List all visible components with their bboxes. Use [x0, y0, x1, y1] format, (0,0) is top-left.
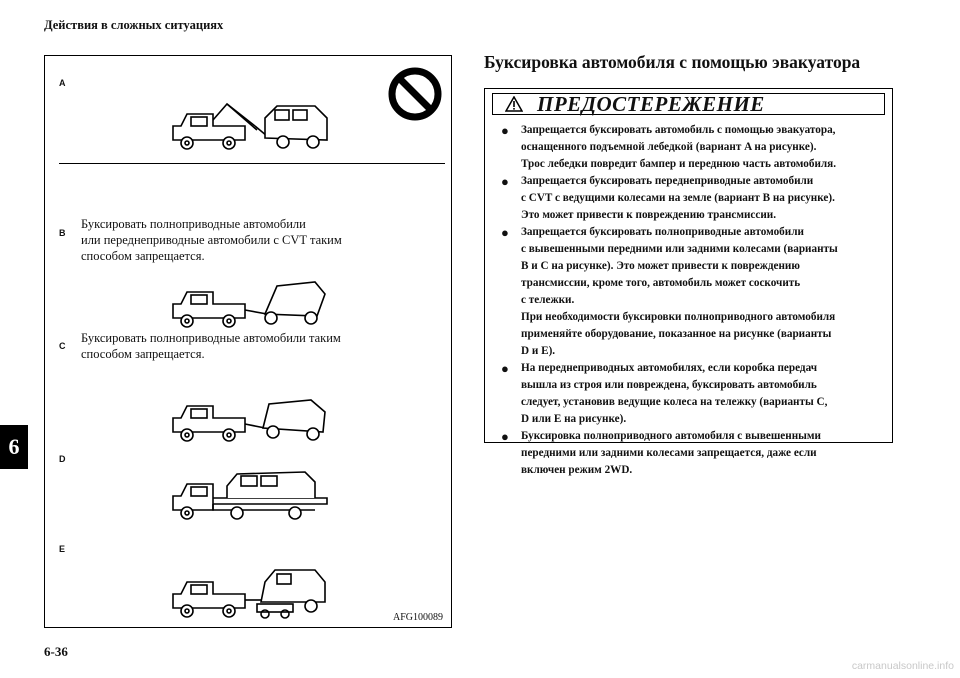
variant-letter-c: C [59, 341, 66, 351]
list-item: ● Буксировка полноприводного автомобиля с вывешенными передними или задними колесами запрещается, даже если включен режим 2WD. [501, 428, 883, 479]
list-item: ● Запрещается буксировать полноприводные автомобили с вывешенными передними или задними колесами (варианты B и C на рисунке). Это может привести к повреждению трансмиссии, кроме того, автомобиль может соскочить с тележки. При необходимости буксировки полноприводного автомобиля применяйте оборудование, показанное на рисунке (варианты D и E). [501, 224, 883, 360]
page-number: 6-36 [44, 644, 68, 659]
bullet-icon: ● [501, 361, 509, 376]
watermark: carmanualsonline.info [851, 660, 954, 672]
bullet-icon: ● [501, 174, 509, 189]
warning-box [484, 88, 893, 476]
page-header-title: Действия в сложных ситуациях [44, 18, 224, 32]
tow-truck-rear-lift-illustration [165, 274, 335, 334]
variant-letter-a: A [59, 78, 66, 88]
list-item: ● На переднеприводных автомобилях, если коробка передач вышла из строя или повреждена, буксировать автомобиль следует, установив ведущие колеса на тележку (варианты C, D или E на рисунке). [501, 360, 883, 428]
wrecker-truck-illustration [165, 96, 335, 156]
variant-b-caption: Буксировать полноприводные автомобили или переднеприводные автомобили с CVT таким способом запрещается. [81, 217, 342, 263]
flatbed-truck-illustration [165, 466, 335, 526]
section-title: Буксировка автомобиля с помощью эвакуатора [484, 52, 861, 72]
list-item: ● Запрещается буксировать переднеприводные автомобили с CVT с ведущими колесами на земле (вариант B на рисунке). Это может привести к повреждению трансмиссии. [501, 173, 883, 224]
list-item: ● Запрещается буксировать автомобиль с помощью эвакуатора, оснащенного подъемной лебедкой (вариант A на рисунке). Трос лебедки повредит бампер и переднюю часть автомобиля. [501, 122, 883, 173]
variant-c-caption: Буксировать полноприводные автомобили таким способом запрещается. [81, 331, 341, 361]
variant-letter-e: E [59, 544, 66, 554]
warning-label: ПРЕДОСТЕРЕЖЕНИЕ [537, 91, 765, 116]
bullet-icon: ● [501, 225, 509, 240]
towing-figure [44, 55, 452, 628]
variant-letter-d: D [59, 454, 66, 464]
bullet-icon: ● [501, 123, 509, 138]
tow-truck-dolly-illustration [165, 564, 335, 624]
figure-divider [59, 163, 445, 164]
tow-truck-front-lift-illustration [165, 388, 335, 448]
section-tab: 6 [0, 425, 28, 469]
warning-list [501, 122, 883, 479]
figure-code: AFG100089 [392, 612, 443, 623]
prohibition-icon [387, 66, 443, 122]
bullet-icon: ● [501, 429, 509, 444]
variant-letter-b: B [59, 228, 66, 238]
warning-triangle-icon [505, 96, 523, 112]
warning-header [492, 93, 885, 115]
